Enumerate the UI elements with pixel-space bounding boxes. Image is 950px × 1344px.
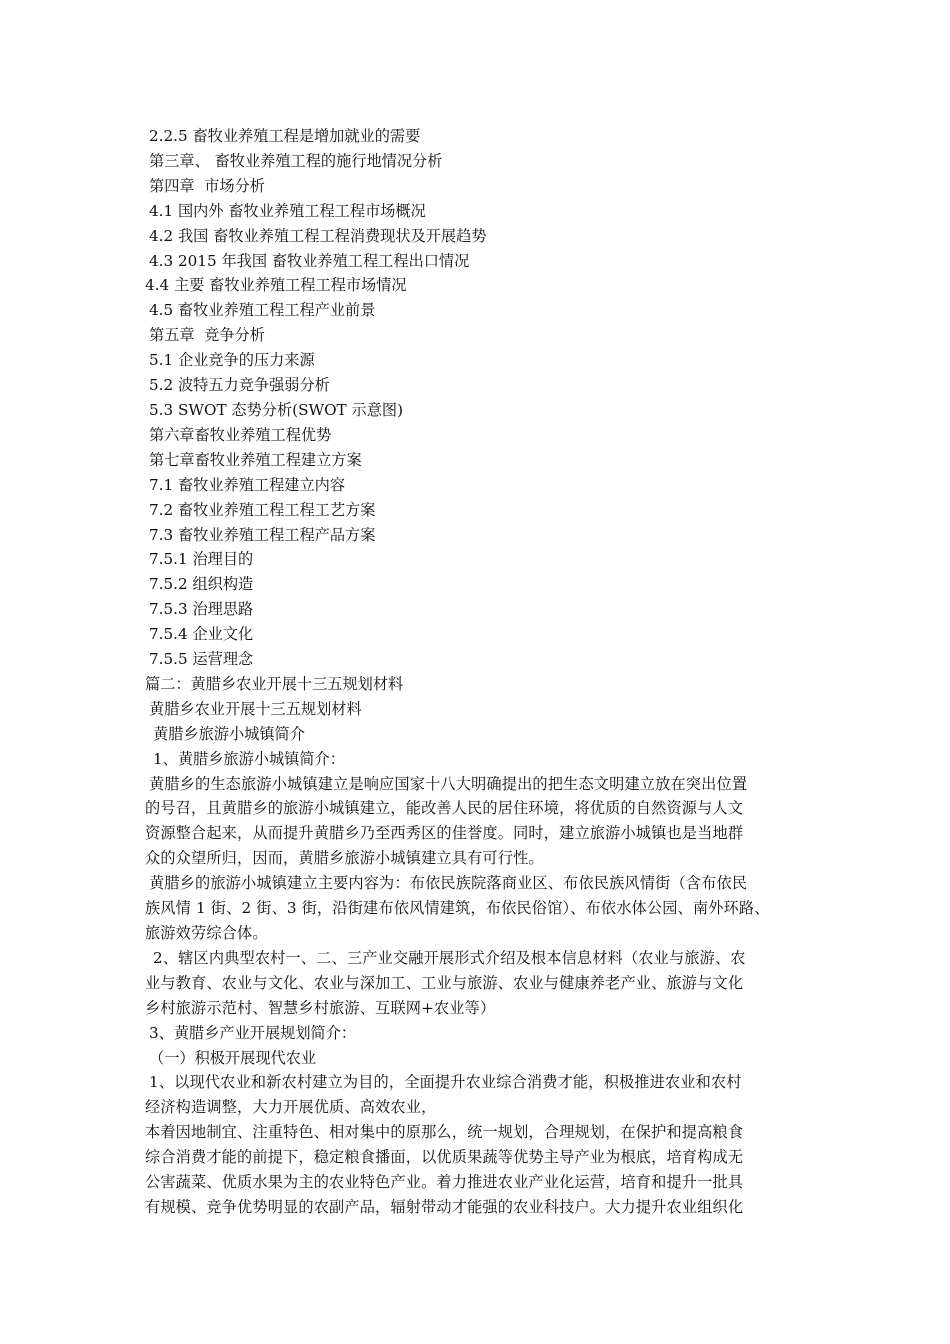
paragraph-line: 有规模、竞争优势明显的农副产品，辐射带动才能强的农业科技户。大力提升农业组织化 bbox=[145, 1197, 744, 1216]
toc-line: 7.5.1 治理目的 bbox=[149, 550, 254, 569]
paragraph-line: 资源整合起来，从而提升黄腊乡乃至西秀区的佳誉度。同时，建立旅游小城镇也是当地群 bbox=[145, 824, 744, 843]
paragraph-1 bbox=[145, 772, 820, 872]
paragraph-line: 的号召，且黄腊乡的旅游小城镇建立，能改善人民的居住环境，将优质的自然资源与人文 bbox=[145, 799, 744, 818]
item-3-title: 3、黄腊乡产业开展规划简介： bbox=[149, 1023, 357, 1042]
toc-line: 2.2.5 畜牧业养殖工程是增加就业的需要 bbox=[149, 127, 421, 145]
toc-line: 第七章畜牧业养殖工程建立方案 bbox=[149, 450, 362, 469]
paragraph-line: 综合消费才能的前提下，稳定粮食播面，以优质果蔬等优势主导产业为根底，培育构成无 bbox=[145, 1148, 744, 1167]
toc-line: 7.1 畜牧业养殖工程建立内容 bbox=[149, 475, 346, 494]
paragraph-5 bbox=[145, 1120, 820, 1220]
item-1-title: 1、黄腊乡旅游小城镇简介： bbox=[153, 749, 345, 768]
paragraph-3 bbox=[145, 946, 820, 1021]
toc-line: 5.3 SWOT 态势分析(SWOT 示意图) bbox=[149, 400, 403, 419]
toc-line: 第四章 市场分析 bbox=[149, 176, 265, 195]
toc-line: 4.4 主要 畜牧业养殖工程工程市场情况 bbox=[145, 276, 407, 295]
paragraph-2 bbox=[145, 871, 820, 946]
toc-line: 第六章畜牧业养殖工程优势 bbox=[149, 425, 332, 444]
paragraph-line: 乡村旅游示范村、智慧乡村旅游、互联网+农业等） bbox=[145, 998, 496, 1017]
section-subtitle-2: 黄腊乡旅游小城镇简介 bbox=[153, 724, 305, 743]
paragraph-line: 黄腊乡的生态旅游小城镇建立是响应国家十八大明确提出的把生态文明建立放在突出位置 bbox=[149, 774, 748, 793]
paragraph-line: 1、以现代农业和新农村建立为目的，全面提升农业综合消费才能，积极推进农业和农村 bbox=[149, 1073, 742, 1092]
toc-line: 4.3 2015 年我国 畜牧业养殖工程工程出口情况 bbox=[149, 251, 470, 270]
toc-line: 7.3 畜牧业养殖工程工程产品方案 bbox=[149, 525, 376, 544]
toc-line: 4.5 畜牧业养殖工程工程产业前景 bbox=[149, 301, 376, 320]
toc-line: 4.1 国内外 畜牧业养殖工程工程市场概况 bbox=[149, 201, 426, 220]
document-body bbox=[145, 124, 820, 1220]
paragraph-line: 经济构造调整，大力开展优质、高效农业， bbox=[145, 1098, 437, 1117]
toc-line: 7.5.4 企业文化 bbox=[149, 625, 254, 644]
paragraph-line: 族风情 1 街、2 街、3 街，沿街建布依风情建筑，布依民俗馆）、布依水体公园、南外环路、 bbox=[145, 899, 770, 918]
toc-line: 7.5.3 治理思路 bbox=[149, 600, 254, 619]
paragraph-line: 本着因地制宜、注重特色、相对集中的原那么，统一规划，合理规划，在保护和提高粮食 bbox=[145, 1123, 744, 1142]
toc-line: 7.5.5 运营理念 bbox=[149, 650, 254, 669]
toc-line: 4.2 我国 畜牧业养殖工程工程消费现状及开展趋势 bbox=[149, 226, 487, 245]
toc-line: 7.5.2 组织构造 bbox=[149, 575, 254, 594]
subsection-title: （一）积极开展现代农业 bbox=[149, 1048, 317, 1067]
toc-line: 5.1 企业竞争的压力来源 bbox=[149, 351, 315, 370]
paragraph-line: 旅游效劳综合体。 bbox=[145, 924, 268, 942]
paragraph-line: 2、辖区内典型农村一、二、三产业交融开展形式介绍及根本信息材料（农业与旅游、农 bbox=[153, 948, 746, 967]
paragraph-line: 众的众望所归，因而，黄腊乡旅游小城镇建立具有可行性。 bbox=[145, 849, 544, 868]
toc-line: 5.2 波特五力竞争强弱分析 bbox=[149, 376, 330, 395]
toc-line: 第三章、 畜牧业养殖工程的施行地情况分析 bbox=[149, 151, 443, 170]
paragraph-line: 黄腊乡的旅游小城镇建立主要内容为：布依民族院落商业区、布依民族风情街（含布依民 bbox=[149, 874, 748, 893]
paragraph-line: 公害蔬菜、优质水果为主的农业特色产业。着力推进农业产业化运营，培育和提升一批具 bbox=[145, 1173, 744, 1192]
paragraph-4 bbox=[145, 1070, 820, 1120]
section-subtitle: 黄腊乡农业开展十三五规划材料 bbox=[149, 699, 362, 718]
paragraph-line: 业与教育、农业与文化、农业与深加工、工业与旅游、农业与健康养老产业、旅游与文化 bbox=[145, 973, 744, 992]
toc-line: 7.2 畜牧业养殖工程工程工艺方案 bbox=[149, 500, 376, 519]
section-heading: 篇二：黄腊乡农业开展十三五规划材料 bbox=[145, 674, 404, 693]
toc-line: 第五章 竞争分析 bbox=[149, 326, 265, 345]
